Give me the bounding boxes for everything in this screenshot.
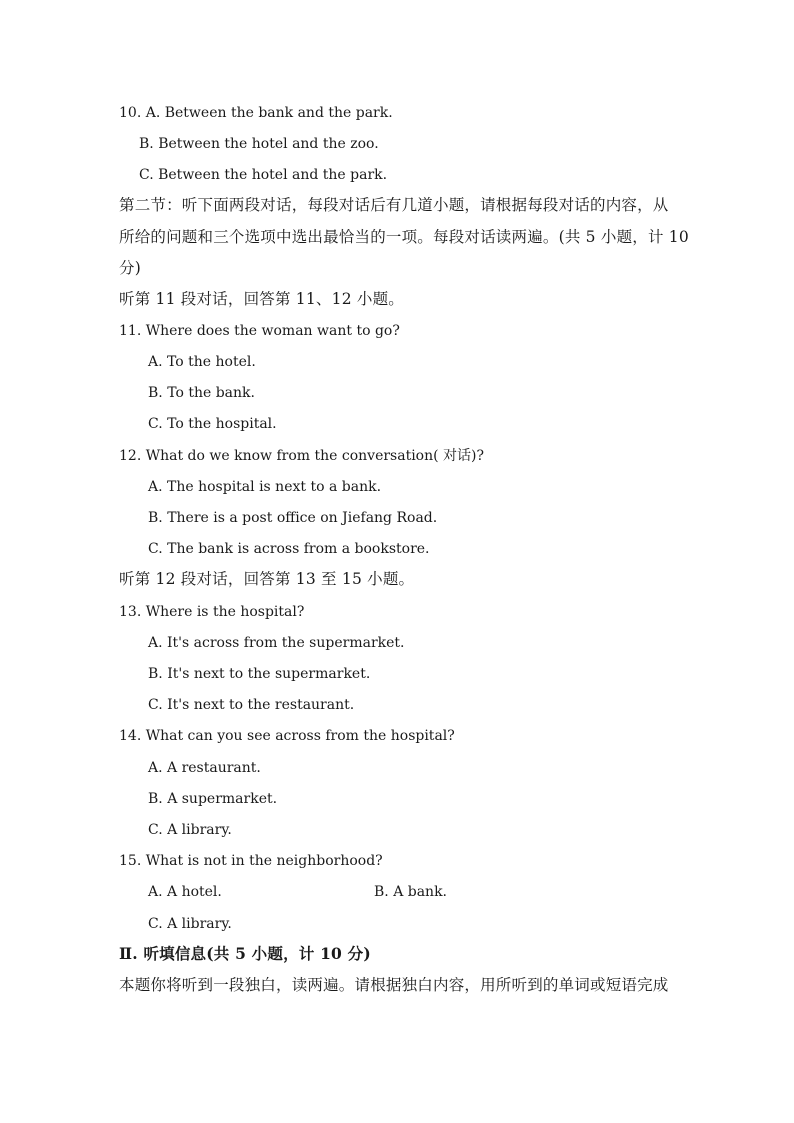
q12-question: 12. What do we know from the conversation( 对话)? xyxy=(119,448,485,464)
q15-option-c: C. A library. xyxy=(148,916,232,932)
q11-option-c: C. To the hospital. xyxy=(148,416,277,432)
q15-option-b: B. A bank. xyxy=(374,884,448,900)
q11-question: 11. Where does the woman want to go? xyxy=(119,323,400,339)
section2-instruction-line1: 第二节：听下面两段对话，每段对话后有几道小题，请根据每段对话的内容，从 xyxy=(119,196,669,214)
q14-option-c: C. A library. xyxy=(148,822,232,838)
q10-question: 10. A. Between the bank and the park. xyxy=(119,105,393,121)
section2-instruction-line3: 分) xyxy=(119,259,141,277)
q10-option-b: B. Between the hotel and the zoo. xyxy=(139,136,379,152)
dialog11-intro: 听第 11 段对话，回答第 11、12 小题。 xyxy=(119,290,404,308)
q11-option-a: A. To the hotel. xyxy=(148,354,256,370)
q15-option-a: A. A hotel. xyxy=(148,884,222,900)
q13-option-a: A. It's across from the supermarket. xyxy=(148,635,405,651)
dialog12-intro: 听第 12 段对话，回答第 13 至 15 小题。 xyxy=(119,570,415,588)
q13-option-c: C. It's next to the restaurant. xyxy=(148,697,355,713)
q14-option-a: A. A restaurant. xyxy=(148,760,261,776)
q13-option-b: B. It's next to the supermarket. xyxy=(148,666,371,682)
q13-question: 13. Where is the hospital? xyxy=(119,604,305,620)
part2-heading: Ⅱ. 听填信息(共 5 小题，计 10 分) xyxy=(119,944,371,963)
q10-option-c: C. Between the hotel and the park. xyxy=(139,167,388,183)
part2-instruction: 本题你将听到一段独白，读两遍。请根据独白内容，用所听到的单词或短语完成 xyxy=(119,976,669,994)
q12-option-b: B. There is a post office on Jiefang Road. xyxy=(148,510,438,526)
q14-question: 14. What can you see across from the hospital? xyxy=(119,728,455,744)
q11-option-b: B. To the bank. xyxy=(148,385,255,401)
q15-question: 15. What is not in the neighborhood? xyxy=(119,853,383,869)
q12-option-c: C. The bank is across from a bookstore. xyxy=(148,541,430,557)
section2-instruction-line2: 所给的问题和三个选项中选出最恰当的一项。每段对话读两遍。(共 5 小题，计 10 xyxy=(119,228,689,246)
q12-option-a: A. The hospital is next to a bank. xyxy=(148,479,382,495)
q14-option-b: B. A supermarket. xyxy=(148,791,278,807)
